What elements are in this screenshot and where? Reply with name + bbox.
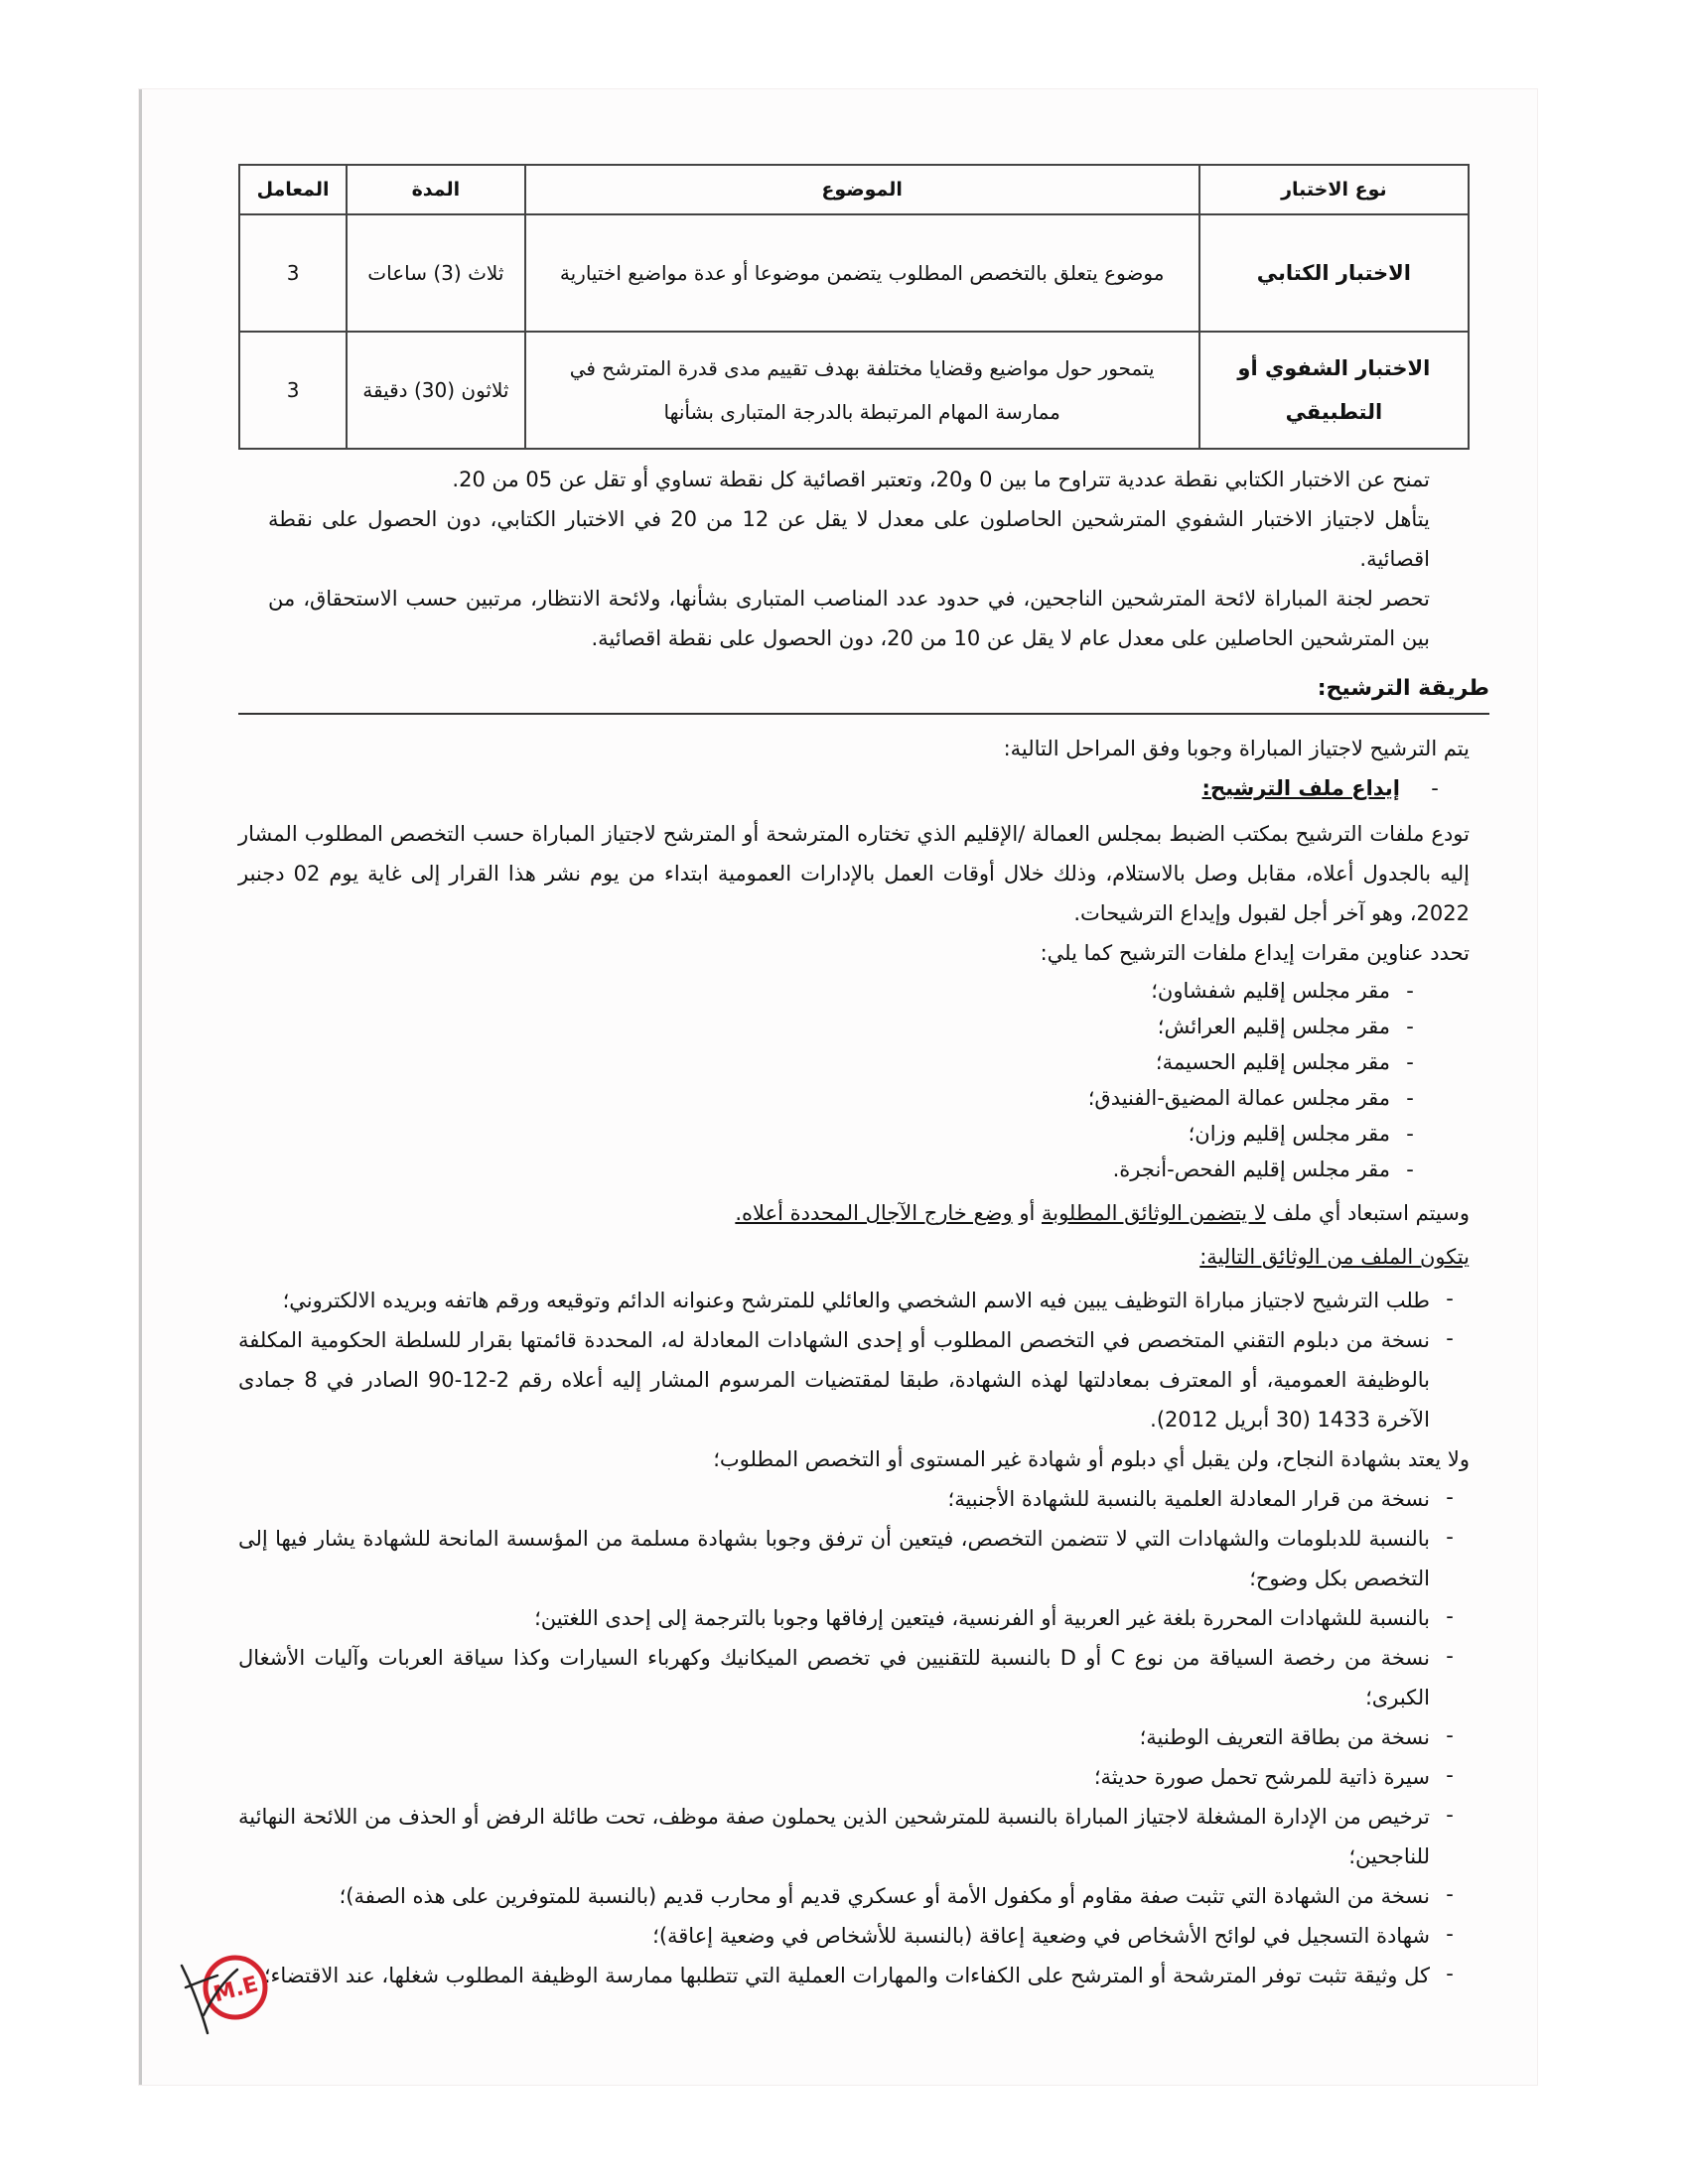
exclusion-notice: وسيتم استبعاد أي ملف لا يتضمن الوثائق المطلوبة أو وضع خارج الآجال المحددة أعلاه. xyxy=(735,1201,1470,1225)
cell-type: الاختبار الشفوي أو التطبيقي xyxy=(1199,332,1469,449)
list-item: - مقر مجلس إقليم الحسيمة؛ xyxy=(1155,1050,1414,1074)
header-duration: المدة xyxy=(347,165,524,214)
grading-written: تمنح عن الاختبار الكتابي نقطة عددية تتراوح ما بين 0 و20، وتعتبر اقصائية كل نقطة تساوي أو تقل عن 05 من 20. xyxy=(452,468,1430,491)
cell-subject: يتمحور حول مواضيع وقضايا مختلفة بهدف تقييم مدى قدرة المترشح في ممارسة المهام المرتبطة بالدرجة المتبارى بشأنها xyxy=(525,332,1199,449)
list-item: - مقر مجلس عمالة المضيق-الفنيدق؛ xyxy=(1087,1086,1414,1110)
dash-marker: - xyxy=(1431,776,1439,800)
table-row xyxy=(239,214,1469,332)
docs-list-2 xyxy=(238,1479,1470,1995)
list-item: - شهادة التسجيل في لوائح الأشخاص في وضعية إعاقة (بالنسبة للأشخاص في وضعية إعاقة)؛ xyxy=(652,1922,1454,1948)
list-item: - مقر مجلس إقليم العرائش؛ xyxy=(1157,1015,1414,1038)
addresses-list xyxy=(238,973,1470,1187)
cell-coef: 3 xyxy=(239,332,347,449)
list-item: - نسخة من قرار المعادلة العلمية بالنسبة للشهادة الأجنبية؛ xyxy=(947,1485,1454,1511)
docs-heading: يتكون الملف من الوثائق التالية: xyxy=(1199,1245,1470,1269)
list-item: - نسخة من دبلوم التقني المتخصص في التخصص المطلوب أو إحدى الشهادات المعادلة له، المحددة قائمتها بقرار للسلطة الحكومية المكلفة بالوظيفة العمومية، أو المعترف بمعادلتها لهذه الشهادة، طبقا لمقتضيات المرسوم المشار إليه أعلاه رقم 2-12-90 الصادر في 8 جمادى الآخرة 1433 (30 أبريل 2012). xyxy=(238,1326,1454,1432)
list-item: - مقر مجلس إقليم الفحص-أنجرة. xyxy=(1112,1158,1414,1181)
initials-stamp xyxy=(174,1946,268,2040)
deposit-paragraph: تودع ملفات الترشيح بمكتب الضبط بمجلس العمالة /الإقليم الذي تختاره المترشحة أو المترشح لاجتياز المباراة حسب التخصص المطلوب المشار إليه بالجدول أعلاه، مقابل وصل بالاستلام، وذلك خلال أوقات العمل بالإدارات العمومية ابتداء من يوم نشر هذا القرار إلى غاية يوم 02 دجنبر 2022، وهو آخر أجل لقبول وإيداع الترشيحات. xyxy=(238,822,1470,925)
list-item: - مقر مجلس إقليم شفشاون؛ xyxy=(1151,979,1414,1003)
diploma-note: ولا يعتد بشهادة النجاح، ولن يقبل أي دبلوم أو شهادة غير المستوى أو التخصص المطلوب؛ xyxy=(713,1447,1470,1471)
cell-coef: 3 xyxy=(239,214,347,332)
list-item: - بالنسبة للشهادات المحررة بلغة غير العربية أو الفرنسية، فيتعين إرفاقها وجوبا بالترجمة إلى إحدى اللغتين؛ xyxy=(534,1604,1454,1630)
header-coef: المعامل xyxy=(239,165,347,214)
cell-duration: ثلاثون (30) دقيقة xyxy=(347,332,524,449)
page-edge xyxy=(139,89,142,2085)
list-item: - ترخيص من الإدارة المشغلة لاجتياز المباراة بالنسبة للمترشحين الذين يحملون صفة موظف، تحت طائلة الرفض أو الحذف من اللائحة النهائية للناجحين؛ xyxy=(238,1803,1454,1868)
section-title: طريقة الترشيح: xyxy=(238,676,1489,715)
list-item: - طلب الترشيح لاجتياز مباراة التوظيف يبين فيه الاسم الشخصي والعائلي للمترشح وعنوانه الدائم وتوقيعه ورقم هاتفه وبريده الالكتروني؛ xyxy=(282,1287,1454,1312)
grading-oral: يتأهل لاجتياز الاختبار الشفوي المترشحين الحاصلون على معدل لا يقل عن 12 من 20 في الاختبار الكتابي، دون الحصول على نقطة اقصائية. xyxy=(268,507,1430,571)
cell-type: الاختبار الكتابي xyxy=(1199,214,1469,332)
list-item: - نسخة من رخصة السياقة من نوع C أو D بالنسبة للتقنيين في تخصص الميكانيك وكهرباء السيارات وكذا سياقة العربات وآليات الأشغال الكبرى؛ xyxy=(238,1644,1454,1709)
exam-table xyxy=(238,164,1470,450)
intro-text: يتم الترشيح لاجتياز المباراة وجوبا وفق المراحل التالية: xyxy=(1003,737,1470,760)
document-body xyxy=(238,164,1489,1995)
step-title: إيداع ملف الترشيح: xyxy=(1201,776,1400,800)
cell-subject: موضوع يتعلق بالتخصص المطلوب يتضمن موضوعا أو عدة مواضيع اختيارية xyxy=(525,214,1199,332)
svg-text:M.E: M.E xyxy=(211,1972,261,2008)
list-item: - نسخة من الشهادة التي تثبت صفة مقاوم أو مكفول الأمة أو عسكري قديم أو محارب قديم (بالنسبة للمتوفرين على هذه الصفة)؛ xyxy=(339,1882,1454,1908)
addresses-intro: تحدد عناوين مقرات إيداع ملفات الترشيح كما يلي: xyxy=(1040,941,1470,965)
header-type: نوع الاختبار xyxy=(1199,165,1469,214)
header-subject: الموضوع xyxy=(525,165,1199,214)
docs-list-1 xyxy=(238,1281,1470,1439)
grading-final: تحصر لجنة المباراة لائحة المترشحين الناجحين، في حدود عدد المناصب المتبارى بشأنها، ولائحة الانتظار، مرتبين حسب الاستحقاق، من بين المترشحين الحاصلين على معدل عام لا يقل عن 10 من 20، دون الحصول على نقطة اقصائية. xyxy=(268,587,1430,650)
table-row xyxy=(239,332,1469,449)
stamp-graphic xyxy=(174,1946,268,2040)
list-item: - مقر مجلس إقليم وزان؛ xyxy=(1188,1122,1414,1146)
step-heading xyxy=(238,768,1470,808)
list-item: - كل وثيقة تثبت توفر المترشحة أو المترشح على الكفاءات والمهارات العملية التي تتطلبها ممارسة الوظيفة المطلوب شغلها، عند الاقتضاء؛ xyxy=(263,1962,1454,1987)
table-header-row xyxy=(239,165,1469,214)
list-item: - سيرة ذاتية للمرشح تحمل صورة حديثة؛ xyxy=(1093,1763,1454,1789)
list-item: - بالنسبة للدبلومات والشهادات التي لا تتضمن التخصص، فيتعين أن ترفق وجوبا بشهادة مسلمة من المؤسسة المانحة للشهادة يشار فيها إلى التخصص بكل وضوح؛ xyxy=(238,1525,1454,1590)
grading-paragraphs xyxy=(238,460,1470,658)
cell-duration: ثلاث (3) ساعات xyxy=(347,214,524,332)
list-item: - نسخة من بطاقة التعريف الوطنية؛ xyxy=(1139,1723,1454,1749)
